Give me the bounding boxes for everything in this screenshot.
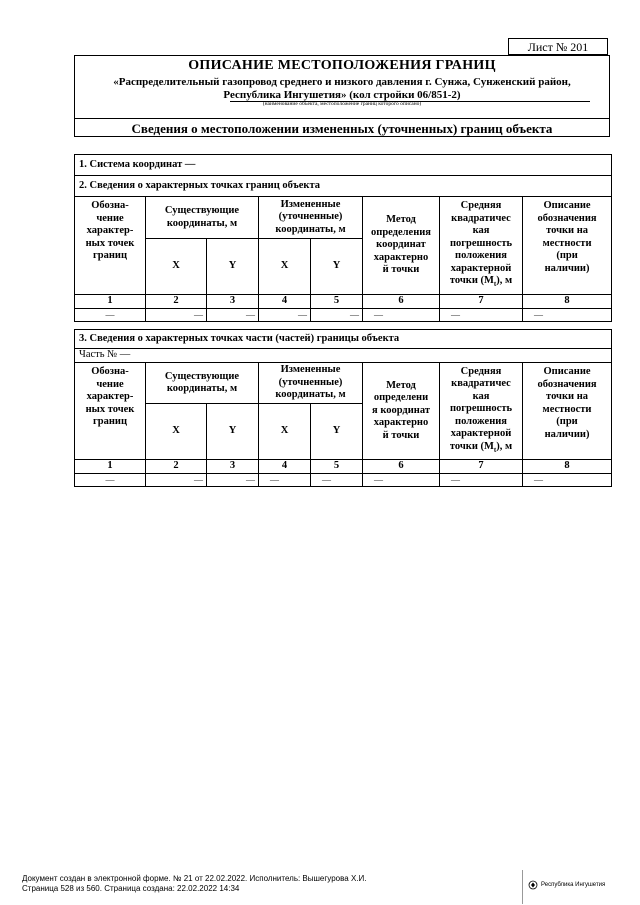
col-number: 7: [440, 460, 523, 474]
col-changed-header: Измененные (уточненные) координаты, м: [259, 363, 363, 404]
section-1-title: 1. Система координат —: [75, 155, 612, 176]
col-changed-y: Y: [311, 239, 363, 295]
col-changed-y: Y: [311, 404, 363, 460]
col-changed-x: X: [259, 404, 311, 460]
col-existing-y: Y: [207, 239, 259, 295]
footer-line-2: Страница 528 из 560. Страница создана: 22.02.2022 14:34: [22, 884, 240, 893]
table-row: [75, 473, 612, 487]
table-section-3: [74, 329, 612, 487]
footer-logo-text: Республика Ингушетия: [541, 882, 606, 888]
document-subtitle: [90, 76, 594, 102]
col-method-header: Метод определени я координат характерно й точки: [363, 363, 440, 460]
col-number: 4: [259, 295, 311, 309]
col-number: 3: [207, 460, 259, 474]
col-number: 3: [207, 295, 259, 309]
col-changed-x: X: [259, 239, 311, 295]
col-number: 8: [523, 460, 612, 474]
col-error-header: Средняя квадратичес кая погрешность положения характерной точки $(M_t)$, м: [440, 197, 523, 295]
col-existing-header: Существующие координаты, м: [146, 197, 259, 239]
cell-designation: —: [75, 308, 146, 322]
col-changed-header: Измененные (уточненные) координаты, м: [259, 197, 363, 239]
footer-line-1: Документ создан в электронной форме. № 21 от 22.02.2022. Исполнитель: Вышегурова Х.И.: [22, 874, 367, 883]
cell-designation: —: [75, 473, 146, 487]
table-row: [75, 308, 612, 322]
cell-description: —: [523, 473, 612, 487]
col-number: 7: [440, 295, 523, 309]
col-number: 4: [259, 460, 311, 474]
col-method-header: Метод определения координат характерно й точки: [363, 197, 440, 295]
cell-existing-y: —: [207, 308, 259, 322]
col-existing-header: Существующие координаты, м: [146, 363, 259, 404]
footer-text: [22, 874, 366, 894]
document-title: ОПИСАНИЕ МЕСТОПОЛОЖЕНИЯ ГРАНИЦ: [188, 58, 496, 73]
cell-method: —: [363, 308, 440, 322]
col-error-header: Средняя квадратичес кая погрешность положения характерной точки $(M_t)$, м: [440, 363, 523, 460]
cell-error: —: [440, 308, 523, 322]
cell-existing-x: —: [146, 473, 207, 487]
col-number: 1: [75, 460, 146, 474]
cell-error: —: [440, 473, 523, 487]
section-title: Сведения о местоположении измененных (уточненных) границ объекта: [131, 121, 553, 136]
cell-existing-x: —: [146, 308, 207, 322]
col-existing-x: X: [146, 404, 207, 460]
col-number: 5: [311, 295, 363, 309]
cell-changed-y: —: [311, 473, 363, 487]
cell-changed-x: —: [259, 308, 311, 322]
col-existing-x: X: [146, 239, 207, 295]
section-2-title: 2. Сведения о характерных точках границ объекта: [75, 176, 612, 197]
footer-divider: [522, 870, 523, 904]
subtitle-line-1: «Распределительный газопровод среднего и низкого давления г. Сунжа, Сунженский район,: [113, 76, 571, 88]
col-number: 1: [75, 295, 146, 309]
subtitle-line-2: Республика Ингушетия» (кол стройки 06/851-2): [223, 89, 461, 101]
cell-existing-y: —: [207, 473, 259, 487]
cell-changed-y: —: [311, 308, 363, 322]
col-number: 2: [146, 295, 207, 309]
cell-changed-x: —: [259, 473, 311, 487]
table-sections-1-2: [74, 154, 612, 322]
col-designation-header: Обозна- чение характер- ных точек границ: [75, 197, 146, 295]
col-number: 8: [523, 295, 612, 309]
section-3-title: 3. Сведения о характерных точках части (частей) границы объекта: [75, 330, 612, 349]
col-number: 2: [146, 460, 207, 474]
col-number: 6: [363, 295, 440, 309]
cell-description: —: [523, 308, 612, 322]
col-number: 6: [363, 460, 440, 474]
part-number-label: Часть № —: [75, 349, 612, 363]
emblem-icon: [528, 880, 538, 890]
col-description-header: Описание обозначения точки на местности (при наличии): [523, 197, 612, 295]
sheet-number: Лист № 201: [508, 38, 608, 55]
col-designation-header: Обозна- чение характер- ных точек границ: [75, 363, 146, 460]
subtitle-note: (наименование объекта, местоположение границ которого описано): [262, 101, 422, 107]
col-description-header: Описание обозначения точки на местности (при наличии): [523, 363, 612, 460]
col-number: 5: [311, 460, 363, 474]
col-existing-y: Y: [207, 404, 259, 460]
cell-method: —: [363, 473, 440, 487]
